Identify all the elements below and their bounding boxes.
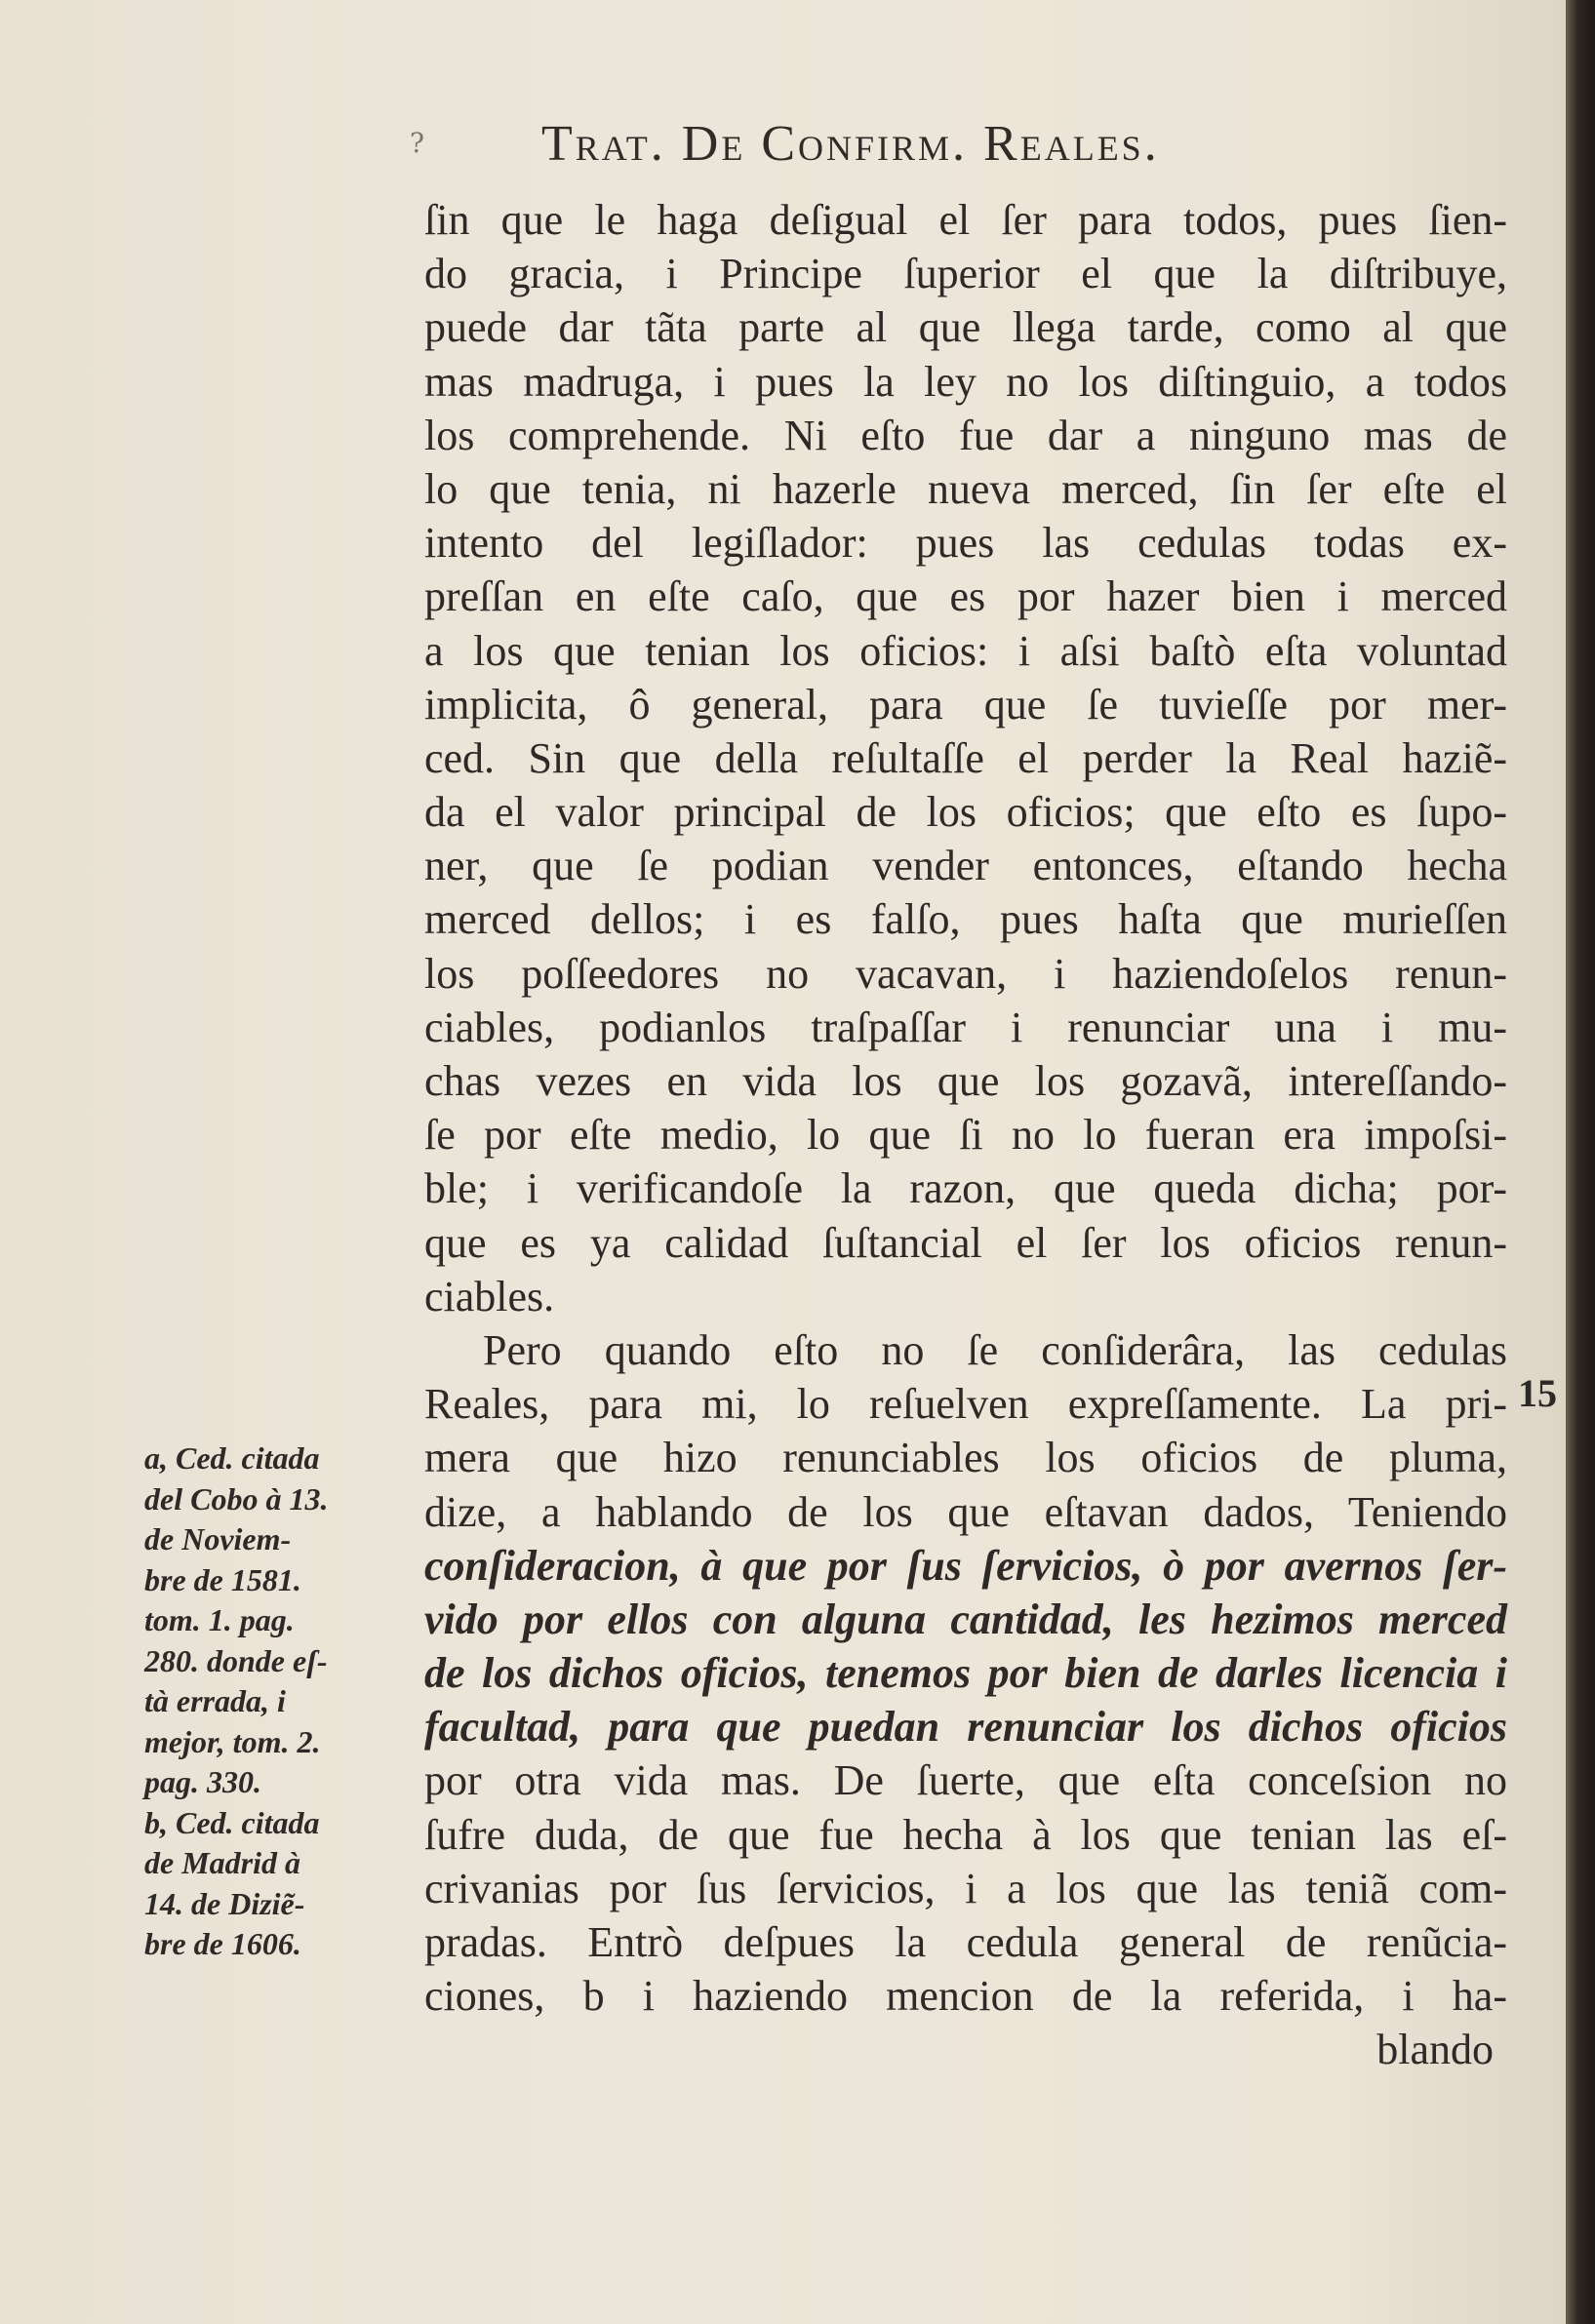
body-line-italic: facultad, para que puedan renunciar los dichos oficios [424,1703,1507,1752]
body-line: ſufre duda, de que fue hecha à los que tenian las eſ- [424,1810,1507,1859]
body-line: intento del legiſlador: pues las cedulas todas ex- [424,519,1507,568]
body-text [424,193,1507,2077]
marginal-note-line: de Madrid à [144,1845,300,1880]
running-head-title: Trat. De Confirm. Reales. [541,116,1160,172]
body-line: que es ya calidad ſuſtancial el ſer los oficios renun- [424,1218,1507,1267]
book-spine-edge [1566,0,1595,2324]
marginal-note-line: a, Ced. citada [144,1440,320,1476]
page-number-mark: ? [410,127,425,159]
body-line: chas vezes en vida los que los gozavã, intereſſando- [424,1057,1507,1105]
body-line: do gracia, i Principe ſuperior el que la diſtribuye, [424,250,1507,298]
body-line: mas madruga, i pues la ley no los diſtinguio, a todos [424,357,1507,406]
body-line: ciones, b i haziendo mencion de la referida, i ha- [424,1972,1507,2021]
body-line: ble; i verificandoſe la razon, que queda dicha; por- [424,1164,1507,1213]
body-line: ciables. [424,1272,555,1320]
body-line: los comprehende. Ni eſto fue dar a ninguno mas de [424,411,1507,459]
section-number: 15 [1518,1371,1557,1415]
catchword: blando [1376,2026,1494,2074]
body-line-italic: conſideracion, à que por ſus ſervicios, ò por avernos ſer- [424,1541,1507,1590]
marginal-note-line: mejor, tom. 2. [144,1723,321,1759]
marginal-note-line: bre de 1606. [144,1926,301,1961]
body-line: los poſſeedores no vacavan, i haziendoſelos renun- [424,949,1507,998]
body-line: pradas. Entrò deſpues la cedula general de renũcia- [424,1918,1507,1966]
body-line-italic: de los dichos oficios, tenemos por bien de darles licencia i [424,1649,1507,1698]
body-line: dize, a hablando de los que eſtavan dados, Teniendo [424,1487,1507,1536]
marginal-note-line: del Cobo à 13. [144,1480,329,1517]
marginal-note-line: 280. donde eſ- [144,1642,328,1678]
body-line: por otra vida mas. De ſuerte, que eſta conceſsion no [424,1756,1507,1805]
body-line: lo que tenia, ni hazerle nueva merced, ſin ſer eſte el [424,464,1507,513]
running-head [541,115,1566,174]
marginal-note-line: de Noviem- [144,1521,292,1556]
body-line: ced. Sin que della reſultaſſe el perder la Real haziẽ- [424,733,1507,782]
marginal-note-line: 14. de Diziẽ- [144,1885,305,1921]
marginal-note-line: bre de 1581. [144,1561,301,1597]
body-line: implicita, ô general, para que ſe tuvieſſe por mer- [424,680,1507,729]
body-line: ner, que ſe podian vender entonces, eſtando hecha [424,842,1507,890]
marginal-note-line: pag. 330. [144,1764,261,1799]
body-line: ciables, podianlos traſpaſſar i renunciar una i mu- [424,1003,1507,1051]
marginal-note-line: b, Ced. citada [144,1804,320,1840]
body-line: Pero quando eſto no ſe conſiderâra, las cedulas [483,1325,1507,1374]
marginal-note-line: tom. 1. pag. [144,1602,295,1637]
body-line: puede dar tãta parte al que llega tarde, como al que [424,303,1507,352]
body-line: ſe por eſte medio, lo que ſi no lo fueran era impoſsi- [424,1111,1507,1160]
body-line: a los que tenian los oficios: i aſsi baſtò eſta voluntad [424,626,1507,675]
body-line: Reales, para mi, lo reſuelven expreſſamente. La pri- [424,1380,1507,1429]
body-line: ſin que le haga deſigual el ſer para todos, pues ſien- [424,196,1507,244]
body-line: crivanias por ſus ſervicios, i a los que las teniã com- [424,1864,1507,1912]
body-line: preſſan en eſte caſo, que es por hazer bien i merced [424,572,1507,621]
body-line: mera que hizo renunciables los oficios de pluma, [424,1434,1507,1482]
marginal-notes [144,1438,398,1965]
marginal-note-line: tà errada, i [144,1683,286,1718]
body-line-italic: vido por ellos con alguna cantidad, les hezimos merced [424,1595,1507,1643]
body-line: da el valor principal de los oficios; que eſto es ſupo- [424,788,1507,837]
body-line: merced dellos; i es falſo, pues haſta que murieſſen [424,895,1507,944]
